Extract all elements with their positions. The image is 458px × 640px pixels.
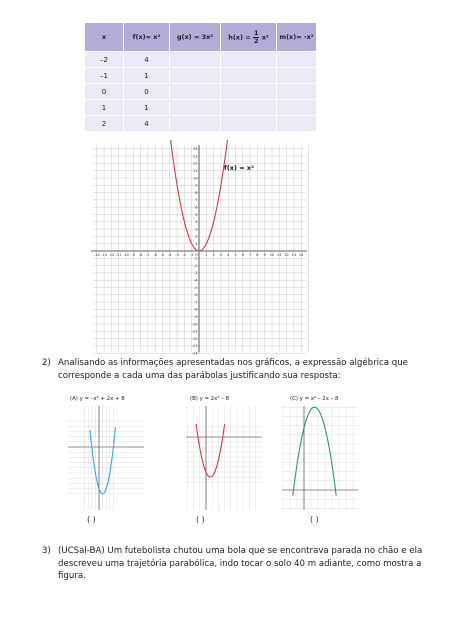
- cell-m: [277, 68, 317, 84]
- cell-f: 4: [124, 52, 170, 68]
- y-tick-label: 4: [195, 220, 198, 225]
- cell-x: –2: [85, 52, 124, 68]
- y-tick-label: -8: [193, 307, 198, 312]
- cell-f: 1: [124, 100, 170, 116]
- y-tick-label: 11: [192, 169, 198, 173]
- x-tick-label: -10: [123, 253, 129, 257]
- cell-g: [170, 68, 221, 84]
- y-tick-label: -4: [193, 278, 198, 283]
- x-tick-label: -7: [146, 253, 150, 257]
- y-tick-label: -9: [193, 315, 198, 319]
- graph-c: [280, 392, 360, 514]
- x-tick-label: 3: [219, 253, 223, 257]
- x-tick-label: 5: [234, 253, 237, 257]
- y-tick-label: -7: [193, 300, 198, 305]
- y-tick-label: -13: [191, 344, 198, 349]
- cell-m: [277, 52, 317, 68]
- parabola-curve: [293, 407, 336, 495]
- y-tick-label: 13: [192, 154, 198, 159]
- x-tick-label: 0: [195, 253, 198, 257]
- cell-m: [277, 116, 317, 132]
- y-tick-label: 10: [192, 176, 198, 181]
- x-tick-label: 7: [248, 253, 252, 257]
- x-tick-label: 4: [227, 253, 230, 257]
- header-f: f(x)= x²: [124, 23, 170, 52]
- cell-f: 0: [124, 84, 170, 100]
- question-line: (UCSal-BA) Um futebolista chutou uma bola que se encontrava parada no chão e ela: [58, 546, 423, 556]
- cell-g: [170, 116, 221, 132]
- x-tick-label: -13: [101, 253, 108, 257]
- x-tick-label: -5: [160, 253, 165, 257]
- h-fraction-den: 2: [253, 36, 259, 45]
- cell-x: 2: [85, 116, 124, 132]
- graph-a: [66, 392, 146, 514]
- x-tick-label: 6: [241, 253, 244, 257]
- x-tick-label: -9: [131, 253, 136, 257]
- x-tick-label: -4: [168, 253, 172, 257]
- table-header-row: [85, 23, 317, 52]
- question-line: Analisando as informações apresentadas nos gráficos, a expressão algébrica que: [58, 358, 408, 368]
- y-tick-label: 7: [195, 198, 198, 203]
- header-h-prefix: h(x) =: [228, 33, 253, 41]
- x-tick-label: -11: [115, 253, 122, 257]
- cell-x: 0: [85, 84, 124, 100]
- y-tick-label: -1: [193, 256, 198, 261]
- y-tick-label: 5: [195, 212, 198, 217]
- table-row: [85, 52, 317, 68]
- header-m: m(x)= -x²: [277, 23, 317, 52]
- x-tick-label: 8: [256, 253, 259, 257]
- y-tick-label: -10: [191, 322, 198, 327]
- h-fraction-num: 1: [253, 28, 259, 37]
- curve-label: f(x) = x²: [224, 164, 254, 172]
- question-text: [58, 545, 458, 583]
- question-line: corresponde a cada uma das parábolas justificando sua resposta:: [58, 370, 341, 381]
- grid: [93, 145, 308, 353]
- main-parabola-graph: [90, 143, 308, 356]
- cell-f: 1: [124, 68, 170, 84]
- y-tick-label: 9: [195, 183, 198, 188]
- y-tick-label: -14: [191, 351, 198, 356]
- question-number: 3): [42, 546, 51, 556]
- question-line: figura.: [58, 571, 86, 581]
- y-tick-label: 14: [192, 147, 198, 152]
- axes: [91, 145, 307, 352]
- y-tick-label: -12: [191, 336, 198, 341]
- graph-title: (C) y = x² – 2x – 8: [290, 396, 339, 402]
- y-tick-label: 6: [195, 205, 198, 210]
- x-tick-label: -2: [182, 253, 187, 257]
- header-g: g(x) = 3x²: [170, 23, 221, 52]
- h-fraction-suffix: x²: [261, 33, 269, 41]
- table-row: [85, 84, 317, 100]
- cell-h: [221, 100, 277, 116]
- y-tick-label: -2: [193, 263, 198, 268]
- cell-g: [170, 100, 221, 116]
- cell-m: [277, 84, 317, 100]
- graph-title: (A) y = –x² + 2x + 8: [70, 396, 125, 402]
- y-tick-label: 8: [195, 190, 198, 195]
- x-tick-label: -8: [138, 253, 143, 257]
- cell-f: 4: [124, 116, 170, 132]
- h-fraction: [253, 30, 260, 45]
- x-tick-label: 9: [263, 253, 266, 257]
- y-tick-label: 2: [195, 234, 198, 239]
- y-tick-label: -5: [193, 285, 198, 290]
- y-tick-label: -6: [193, 293, 198, 298]
- cell-m: [277, 100, 317, 116]
- cell-x: –1: [85, 68, 124, 84]
- x-tick-label: 1: [205, 253, 208, 257]
- answer-paren-c[interactable]: ( ): [310, 515, 319, 524]
- question-line: descreveu uma trajetória parabólica, indo tocar o solo 40 m adiante, como mostra a: [58, 558, 422, 569]
- values-table: [84, 22, 317, 132]
- answer-paren-a[interactable]: ( ): [87, 515, 96, 524]
- x-tick-label: 14: [298, 253, 304, 257]
- x-tick-label: 12: [284, 253, 289, 257]
- question-text: [58, 357, 458, 382]
- cell-h: [221, 52, 277, 68]
- cell-h: [221, 116, 277, 132]
- cell-h: [221, 68, 277, 84]
- cell-h: [221, 84, 277, 100]
- x-tick-label: -1: [189, 253, 194, 257]
- cell-g: [170, 84, 221, 100]
- y-tick-label: 12: [192, 161, 198, 166]
- x-tick-label: 10: [269, 253, 275, 257]
- y-tick-label: 3: [195, 227, 198, 232]
- answer-paren-b[interactable]: ( ): [196, 515, 205, 524]
- x-tick-label: -3: [175, 253, 179, 257]
- header-x: x: [85, 23, 124, 52]
- cell-g: [170, 52, 221, 68]
- y-tick-label: -3: [193, 271, 198, 276]
- x-tick-label: 11: [277, 253, 282, 257]
- graph-title: (B) y = 2x² – 8: [190, 396, 230, 402]
- question-number: 2): [42, 358, 51, 368]
- x-tick-label: -12: [108, 253, 115, 257]
- x-tick-label: 2: [212, 253, 215, 257]
- table-row: [85, 100, 317, 116]
- x-tick-label: 13: [291, 253, 297, 257]
- cell-x: 1: [85, 100, 124, 116]
- grid: [186, 406, 262, 510]
- x-tick-label: -14: [93, 253, 100, 257]
- table-row: [85, 116, 317, 132]
- y-tick-label: -11: [191, 329, 198, 334]
- header-h: [221, 23, 277, 52]
- y-tick-label: 1: [195, 242, 198, 246]
- grid: [68, 406, 144, 510]
- x-tick-label: -6: [153, 253, 157, 257]
- graph-b: [184, 392, 264, 514]
- table-row: [85, 68, 317, 84]
